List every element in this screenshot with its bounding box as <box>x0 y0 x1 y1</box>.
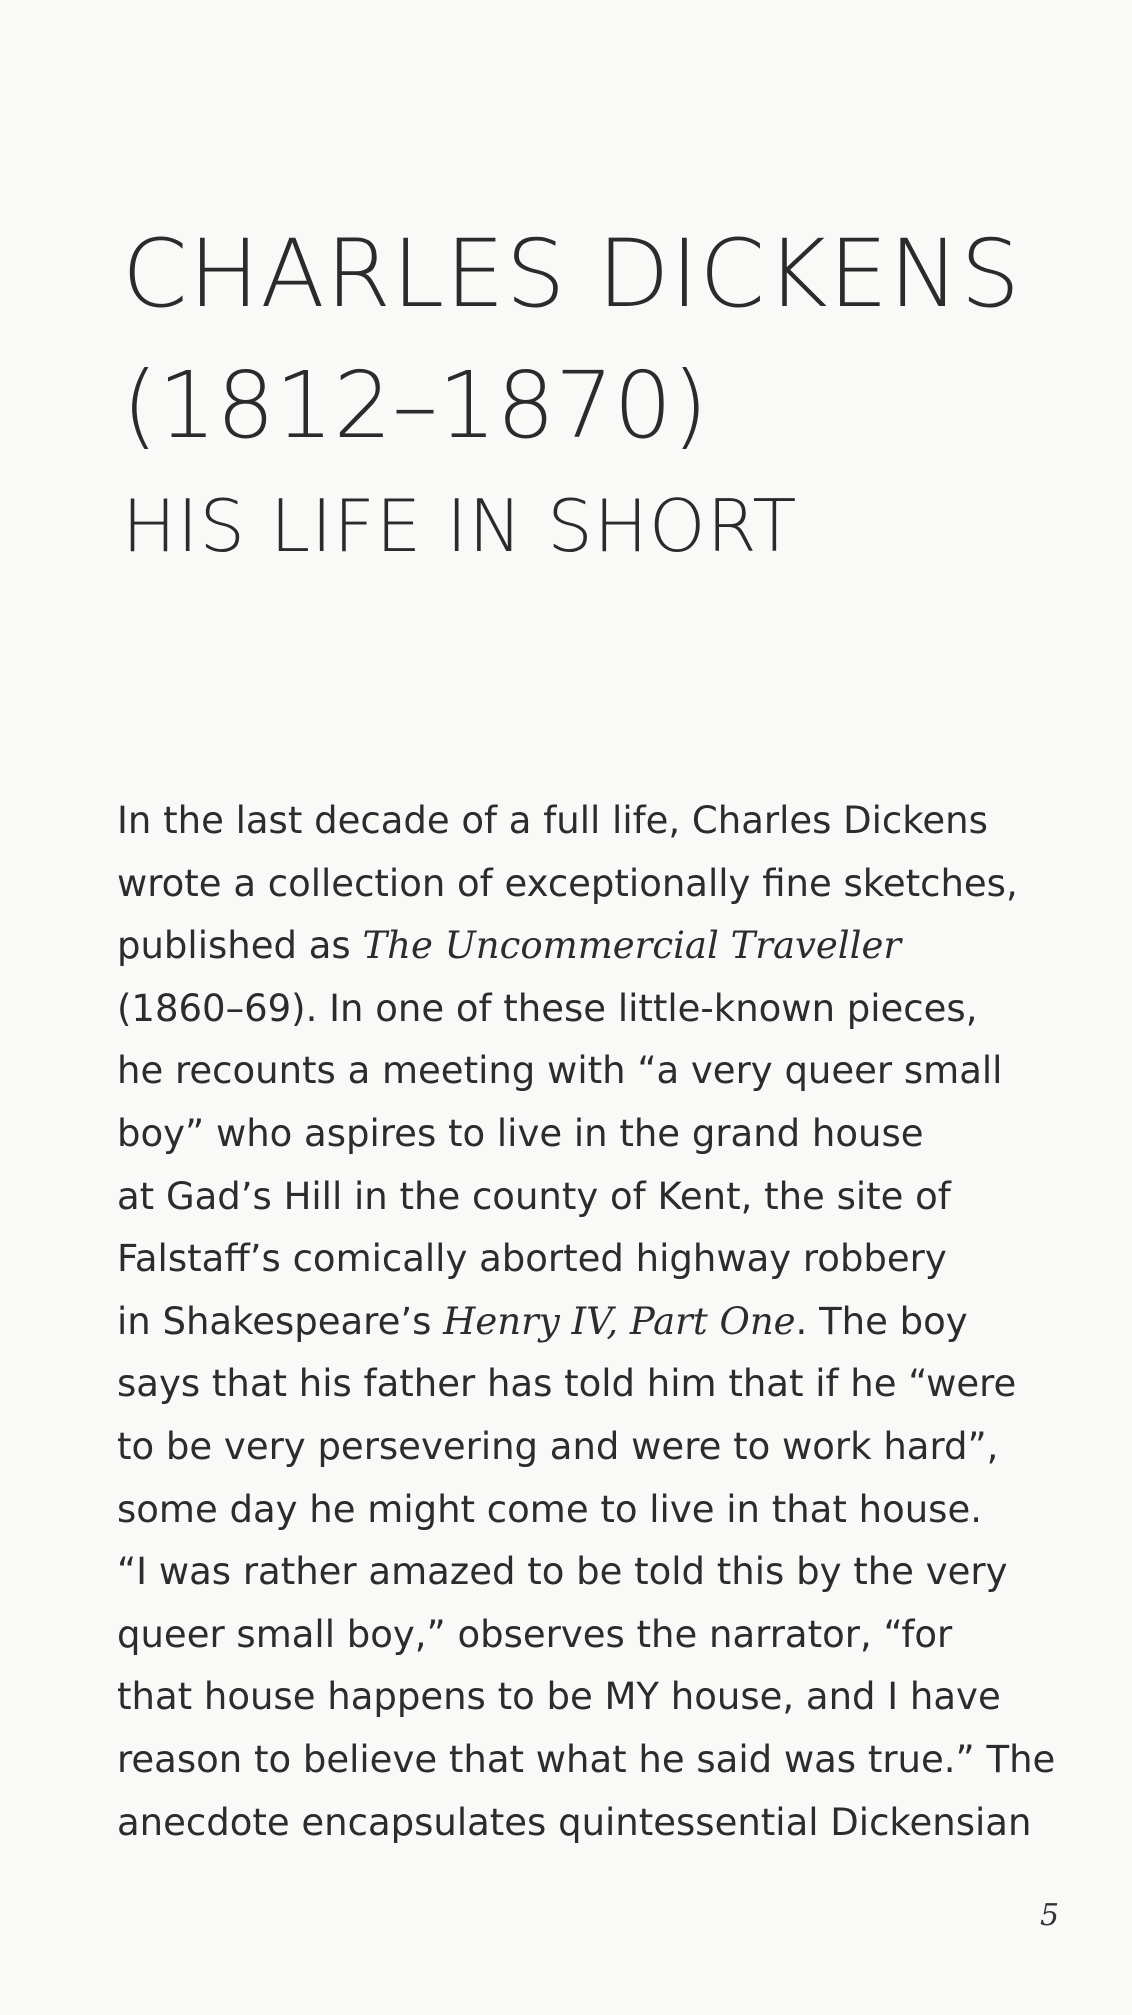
text-line: boy” who aspires to live in the grand house <box>117 1111 924 1155</box>
text-line: wrote a collection of exceptionally fine sketches, <box>117 861 1018 905</box>
text-segment: . The boy <box>795 1299 968 1343</box>
text-line: Falstaff’s comically aborted highway robbery <box>117 1237 947 1281</box>
play-title-italic: Henry IV, Part One <box>443 1299 796 1343</box>
text-line: In the last decade of a full life, Charles Dickens <box>117 799 988 842</box>
book-title-italic: The Uncommercial Traveller <box>362 924 902 968</box>
text-line <box>117 915 1017 978</box>
text-segment: published as <box>117 924 363 968</box>
text-line: queer small boy,” observes the narrator, “for <box>117 1612 953 1656</box>
text-line: that house happens to be MY house, and I have <box>117 1675 1001 1719</box>
chapter-subtitle: HIS LIFE IN SHORT <box>122 484 798 568</box>
text-line: (1860–69). In one of these little-known pieces, <box>117 986 978 1030</box>
text-segment: in Shakespeare’s <box>117 1299 444 1343</box>
chapter-title: CHARLES DICKENS <box>122 220 1022 329</box>
page-number: 5 <box>1040 1898 1060 1933</box>
text-line: says that his father has told him that if he “were <box>117 1362 1017 1406</box>
text-line: he recounts a meeting with “a very queer small <box>117 1049 1003 1093</box>
text-line <box>117 1291 1017 1354</box>
body-paragraph <box>117 790 1056 1854</box>
chapter-dates: (1812–1870) <box>122 352 709 459</box>
text-line: some day he might come to live in that house. <box>117 1487 982 1531</box>
text-line: “I was rather amazed to be told this by the very <box>117 1550 1008 1594</box>
text-line: to be very persevering and were to work hard”, <box>117 1424 999 1468</box>
chapter-heading <box>122 220 1082 568</box>
text-line: at Gad’s Hill in the county of Kent, the site of <box>117 1174 951 1218</box>
text-line: anecdote encapsulates quintessential Dickensian <box>117 1800 1032 1844</box>
text-line: reason to believe that what he said was true.” The <box>117 1737 1056 1781</box>
